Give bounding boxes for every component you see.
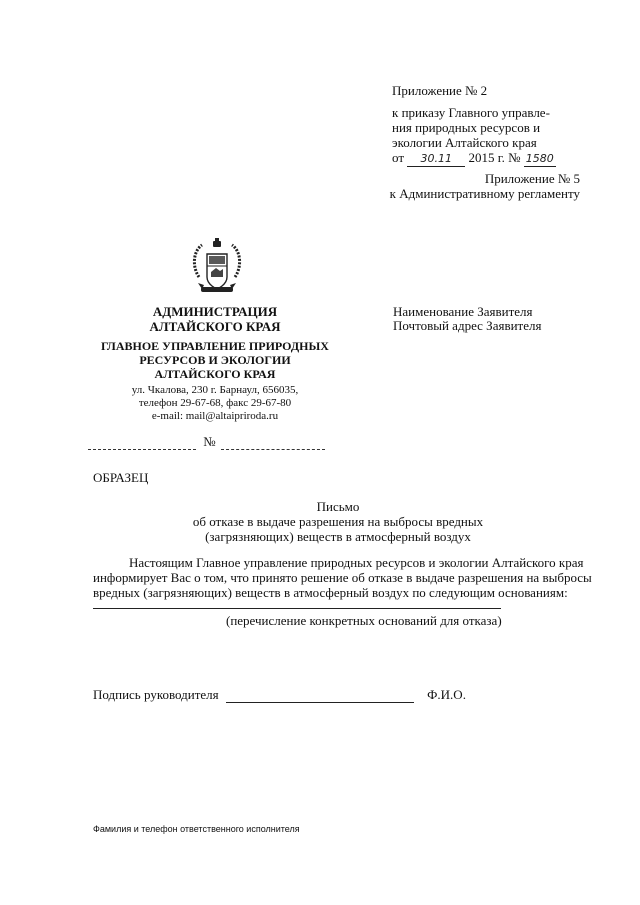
letter-subject-2: (загрязняющих) веществ в атмосферный воздух <box>205 529 471 544</box>
signature-label: Подпись руководителя <box>93 687 219 702</box>
appendix-line-1: к приказу Главного управле- <box>392 105 550 120</box>
body-line-2: информирует Вас о том, что принято решение об отказе в выдаче разрешения на выбросы <box>93 570 592 585</box>
address-line-2: телефон 29-67-68, факс 29-67-80 <box>138 397 292 409</box>
applicant-name: Наименование Заявителя <box>393 304 533 319</box>
handwritten-number: 1580 <box>525 152 554 165</box>
sample-label: ОБРАЗЕЦ <box>93 470 149 485</box>
date-prefix: от <box>392 150 405 165</box>
signature-fio: Ф.И.О. <box>427 687 466 702</box>
appendix-date-line <box>392 150 632 167</box>
dept-line-3: АЛТАЙСКОГО КРАЯ <box>154 367 276 381</box>
letter-subject-1: об отказе в выдаче разрешения на выбросы вредных <box>192 514 484 529</box>
signature-line <box>93 687 466 703</box>
address-line-3: e-mail: mail@altaipriroda.ru <box>151 410 279 422</box>
number-sign: № <box>203 434 216 449</box>
registration-line <box>88 434 325 450</box>
year-text: 2015 г. № <box>468 150 521 165</box>
org-line-2: АЛТАЙСКОГО КРАЯ <box>149 319 281 334</box>
address-line-1: ул. Чкалова, 230 г. Барнаул, 656035, <box>131 384 299 396</box>
org-line-1: АДМИНИСТРАЦИЯ <box>152 304 278 319</box>
reasons-blank-line <box>93 608 501 609</box>
appendix-order-text <box>392 105 632 167</box>
reasons-hint: (перечисление конкретных оснований для отказа) <box>226 613 502 628</box>
appendix5-title: Приложение № 5 <box>484 171 580 186</box>
dept-line-2: РЕСУРСОВ И ЭКОЛОГИИ <box>139 353 291 367</box>
appendix5-subtitle: к Административному регламенту <box>389 186 580 201</box>
date-blank <box>88 434 196 450</box>
number-blank <box>221 434 325 450</box>
dept-line-1: ГЛАВНОЕ УПРАВЛЕНИЕ ПРИРОДНЫХ <box>101 339 329 353</box>
body-line-3: вредных (загрязняющих) веществ в атмосферный воздух по следующим основаниям: <box>93 585 568 600</box>
signature-blank <box>226 687 414 703</box>
body-line-1: Настоящим Главное управление природных ресурсов и экологии Алтайского края <box>129 555 584 570</box>
appendix-line-3: экологии Алтайского края <box>392 135 537 150</box>
letter-title: Письмо <box>316 499 360 514</box>
applicant-address: Почтовый адрес Заявителя <box>393 318 542 333</box>
appendix-line-2: ния природных ресурсов и <box>392 120 541 135</box>
handwritten-date: 30.11 <box>407 151 465 167</box>
footer-executor: Фамилия и телефон ответственного исполнителя <box>93 824 300 834</box>
coat-of-arms-icon <box>190 237 244 301</box>
appendix-title: Приложение № 2 <box>392 83 488 98</box>
